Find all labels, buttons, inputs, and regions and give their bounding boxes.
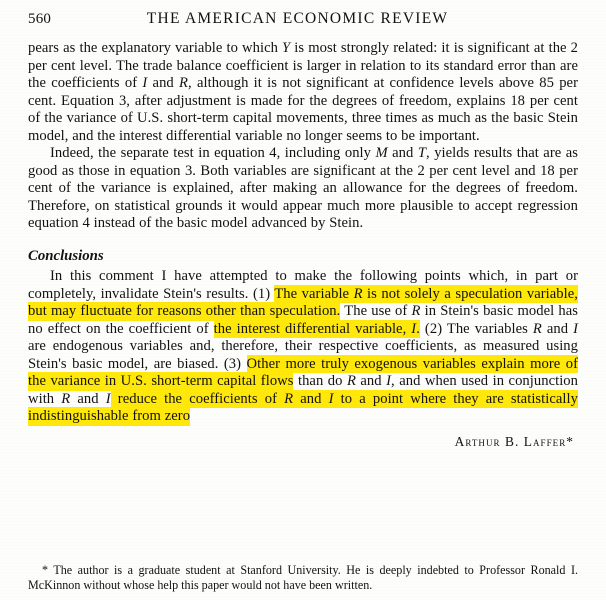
- text-run: , although it is not significant at confidence levels above 85 per cent. Equation 3, after adjustment is made for the degrees of freedom, explains 18 per cent of the variance of U.S. short-term capital movements, three times as much as the basic Stein model, and the interest differential variable no longer seems to be important.: [28, 75, 578, 144]
- paragraph-indeed: [28, 145, 578, 233]
- footnote-block: [28, 563, 578, 593]
- variable-R: R: [411, 303, 421, 320]
- text-run: the interest differential variable,: [213, 320, 412, 337]
- page-number: 560: [28, 11, 52, 27]
- footnote-text: * The author is a graduate student at Stanford University. He is deeply indebted to Professor Ronald I. McKinnon without whose help this paper would not have been written.: [28, 563, 578, 593]
- variable-T: T: [417, 145, 427, 162]
- variable-R: R: [353, 285, 363, 302]
- highlight-interest-differential: [214, 320, 420, 339]
- text-run: and: [293, 390, 329, 407]
- journal-title: THE AMERICAN ECONOMIC REVIEW: [146, 10, 449, 27]
- variable-R: R: [61, 390, 71, 407]
- variable-R: R: [284, 390, 294, 407]
- text-run: .: [416, 320, 420, 337]
- variable-M: M: [375, 145, 388, 162]
- text-run: and: [70, 390, 106, 407]
- variable-I: I: [573, 320, 579, 337]
- running-head: [28, 10, 578, 32]
- text-run: In this comment I have attempted to make the following points which, in part or completely, invalidate Stein's results. (1): [28, 268, 578, 302]
- text-run: The variable: [274, 285, 354, 302]
- variable-I: I: [328, 390, 334, 407]
- text-run: , yields results that are as good as those in equation 3. Both variables are significant at the 2 per cent level and 18 per cent of the variance is explained, after making an allowance for the degrees of freedom. Therefore, on statistical grounds it would appear much more plausible to accept regression equation 4 instead of the basic model advanced by Stein.: [28, 145, 579, 232]
- highlight-reduce-coefficients: [28, 390, 578, 426]
- text-run: and: [355, 373, 387, 390]
- text-run: in Stein's basic model has no effect on the coefficient of: [28, 303, 578, 337]
- variable-R: R: [532, 320, 542, 337]
- text-run: The use of: [340, 303, 412, 320]
- variable-R: R: [346, 373, 356, 390]
- text-run: Other more truly exogenous variables explain more of the variance in U.S. short-term capital flows: [28, 355, 578, 390]
- paragraph-continuation: [28, 40, 578, 145]
- variable-I: I: [105, 390, 111, 407]
- text-run: , and when used in conjunction with: [28, 373, 579, 407]
- text-run: (2) The variables: [419, 320, 533, 337]
- variable-R: R: [179, 75, 189, 92]
- text-run: to a point where they are statistically indistinguishable from zero: [28, 390, 578, 425]
- variable-I: I: [142, 75, 148, 92]
- variable-Y: Y: [282, 40, 291, 56]
- text-run: is not solely a speculation variable, but may fluctuate for reasons other than speculation.: [28, 285, 578, 320]
- text-run: and: [387, 145, 418, 162]
- text-run: are endogenous variables and, therefore, their respective coefficients, as measured using Stein's basic model, are biased. (3): [28, 338, 578, 372]
- text-run: than do: [293, 373, 347, 390]
- text-run: and: [541, 320, 574, 337]
- variable-I: I: [411, 320, 417, 337]
- variable-I: I: [386, 373, 392, 390]
- paragraph-conclusions: [28, 268, 578, 426]
- author-signature: Arthur B. Laffer*: [454, 433, 574, 449]
- text-run: and: [147, 75, 180, 92]
- text-run: is most strongly related: it is significant at the 2 per cent level. The trade balance coefficient is larger in relation to its standard error than are the coefficients of: [28, 40, 578, 92]
- text-run: reduce the coefficients of: [110, 390, 285, 407]
- text-run: Indeed, the separate test in equation 4, including only: [50, 145, 376, 162]
- text-run: pears as the explanatory variable to which: [28, 40, 283, 56]
- text-column: [28, 40, 578, 450]
- section-heading-conclusions: Conclusions: [28, 248, 104, 265]
